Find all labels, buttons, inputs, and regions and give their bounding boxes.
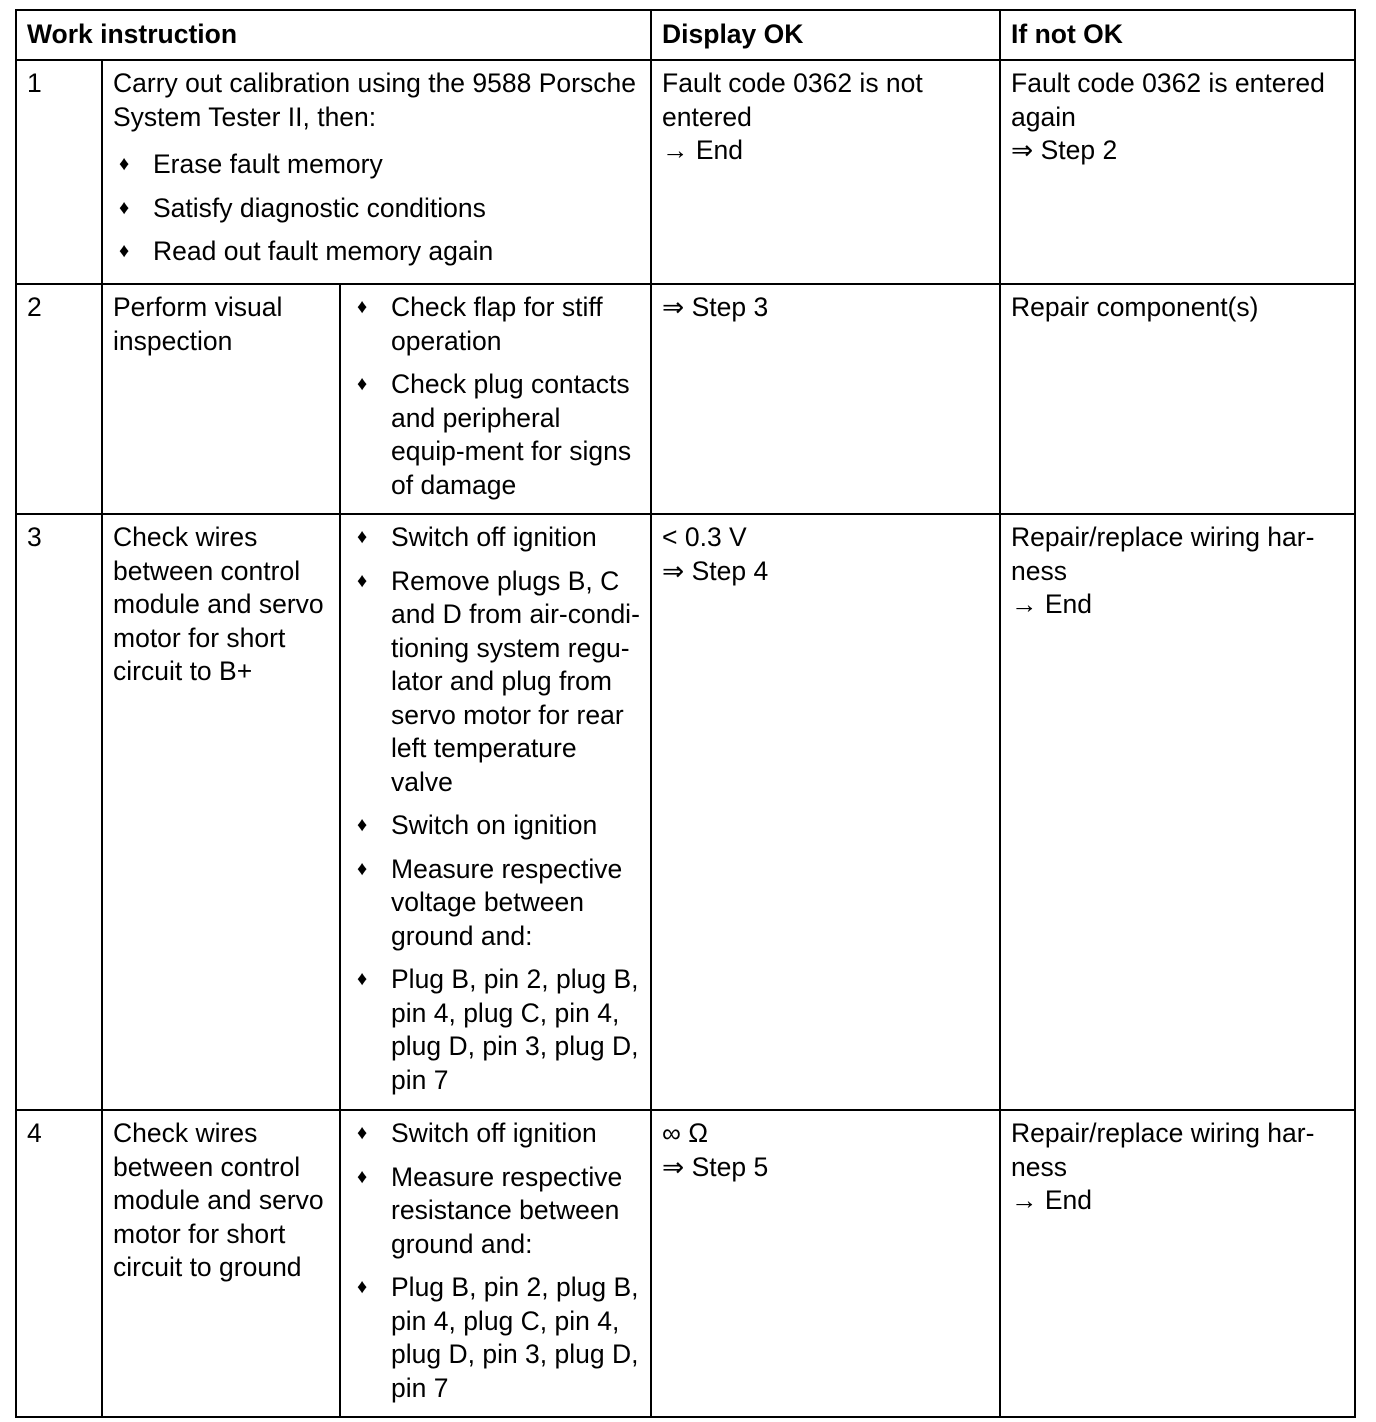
instruction-description: Check wires between control module and servo motor for short circuit to ground [102, 1110, 340, 1417]
diamond-bullet-icon: ♦ [357, 1276, 368, 1298]
display-ok-action: ⇒ Step 3 [662, 292, 769, 322]
instruction-bullets [113, 148, 640, 269]
instruction-bullets-cell [340, 1110, 651, 1417]
if-not-ok-action: → End [1011, 1185, 1093, 1215]
bullet-text: Switch off ignition [391, 522, 597, 552]
diamond-bullet-icon: ♦ [357, 296, 368, 318]
instruction-bullets-cell [340, 514, 651, 1110]
bullet-text: Switch off ignition [391, 1118, 597, 1148]
list-item [351, 291, 640, 358]
instruction-cell [102, 60, 651, 284]
display-ok-cell [651, 60, 1000, 284]
display-ok-action: → End [662, 135, 744, 165]
diamond-bullet-icon: ♦ [357, 569, 368, 592]
diamond-bullet-icon: ♦ [357, 857, 368, 880]
bullet-text: Remove plugs B, C and D from air-condi-tioning system regu-lator and plug from servo motor for rear left temperature valve [391, 565, 640, 797]
diamond-bullet-icon: ♦ [357, 968, 368, 990]
if-not-ok-text: Repair/replace wiring har-ness [1011, 1118, 1315, 1182]
list-item [113, 192, 640, 226]
bullet-text: Erase fault memory [153, 149, 383, 179]
bullet-text: Plug B, pin 2, plug B, pin 4, plug C, pin 4, plug D, pin 3, plug D, pin 7 [391, 964, 639, 1095]
instruction-description: Check wires between control module and servo motor for short circuit to B+ [102, 514, 340, 1110]
diamond-bullet-icon: ♦ [119, 153, 130, 175]
instruction-bullets [351, 291, 640, 502]
bullet-text: Check flap for stiff operation [391, 292, 603, 356]
instruction-description: Perform visual inspection [102, 284, 340, 514]
instruction-intro: Carry out calibration using the 9588 Porsche System Tester II, then: [113, 68, 636, 132]
step-number: 2 [16, 284, 102, 514]
bullet-text: Measure respective voltage between ground and: [391, 853, 623, 951]
diamond-bullet-icon: ♦ [357, 814, 368, 836]
list-item [351, 1161, 640, 1262]
diamond-bullet-icon: ♦ [119, 240, 130, 262]
list-item [351, 521, 640, 555]
display-ok-cell [651, 284, 1000, 514]
bullet-text: Plug B, pin 2, plug B, pin 4, plug C, pin 4, plug D, pin 3, plug D, pin 7 [391, 1272, 639, 1403]
diamond-bullet-icon: ♦ [357, 373, 368, 395]
list-item [351, 809, 640, 843]
instruction-bullets [351, 1117, 640, 1405]
list-item [351, 565, 640, 800]
bullet-text: Read out fault memory again [153, 236, 494, 266]
list-item [351, 1117, 640, 1151]
bullet-text: Switch on ignition [391, 810, 598, 840]
if-not-ok-text: Repair/replace wiring har-ness [1011, 522, 1315, 586]
list-item [351, 853, 640, 954]
step-number: 4 [16, 1110, 102, 1417]
table-row [16, 60, 1355, 284]
if-not-ok-cell [1000, 514, 1355, 1110]
display-ok-text: Fault code 0362 is not entered [662, 68, 923, 132]
work-instruction-table [15, 9, 1356, 1418]
if-not-ok-action: ⇒ Step 2 [1011, 135, 1118, 165]
bullet-text: Check plug contacts and peripheral equip-ment for signs of damage [391, 369, 632, 500]
diamond-bullet-icon: ♦ [119, 196, 130, 219]
display-ok-action: ⇒ Step 4 [662, 555, 769, 586]
diamond-bullet-icon: ♦ [357, 1122, 368, 1144]
list-item [351, 1271, 640, 1405]
list-item [351, 368, 640, 502]
if-not-ok-cell [1000, 1110, 1355, 1417]
table-row [16, 284, 1355, 514]
instruction-bullets [351, 521, 640, 1097]
table-header-row [16, 10, 1355, 60]
if-not-ok-cell [1000, 284, 1355, 514]
step-number: 3 [16, 514, 102, 1110]
list-item [113, 235, 640, 269]
header-work-instruction: Work instruction [16, 10, 651, 60]
step-number: 1 [16, 60, 102, 284]
header-display-ok: Display OK [651, 10, 1000, 60]
diamond-bullet-icon: ♦ [357, 1165, 368, 1188]
list-item [113, 148, 640, 182]
instruction-bullets-cell [340, 284, 651, 514]
display-ok-text: ∞ Ω [662, 1118, 709, 1148]
display-ok-cell [651, 514, 1000, 1110]
display-ok-text: < 0.3 V [662, 522, 747, 552]
if-not-ok-text: Repair component(s) [1011, 292, 1259, 322]
table-row [16, 514, 1355, 1110]
header-if-not-ok: If not OK [1000, 10, 1355, 60]
bullet-text: Satisfy diagnostic conditions [153, 192, 486, 223]
if-not-ok-action: → End [1011, 589, 1093, 619]
table-row [16, 1110, 1355, 1417]
display-ok-action: ⇒ Step 5 [662, 1151, 769, 1182]
list-item [351, 963, 640, 1097]
if-not-ok-text: Fault code 0362 is entered again [1011, 68, 1325, 132]
if-not-ok-cell [1000, 60, 1355, 284]
display-ok-cell [651, 1110, 1000, 1417]
bullet-text: Measure respective resistance between ground and: [391, 1161, 623, 1259]
diamond-bullet-icon: ♦ [357, 526, 368, 548]
